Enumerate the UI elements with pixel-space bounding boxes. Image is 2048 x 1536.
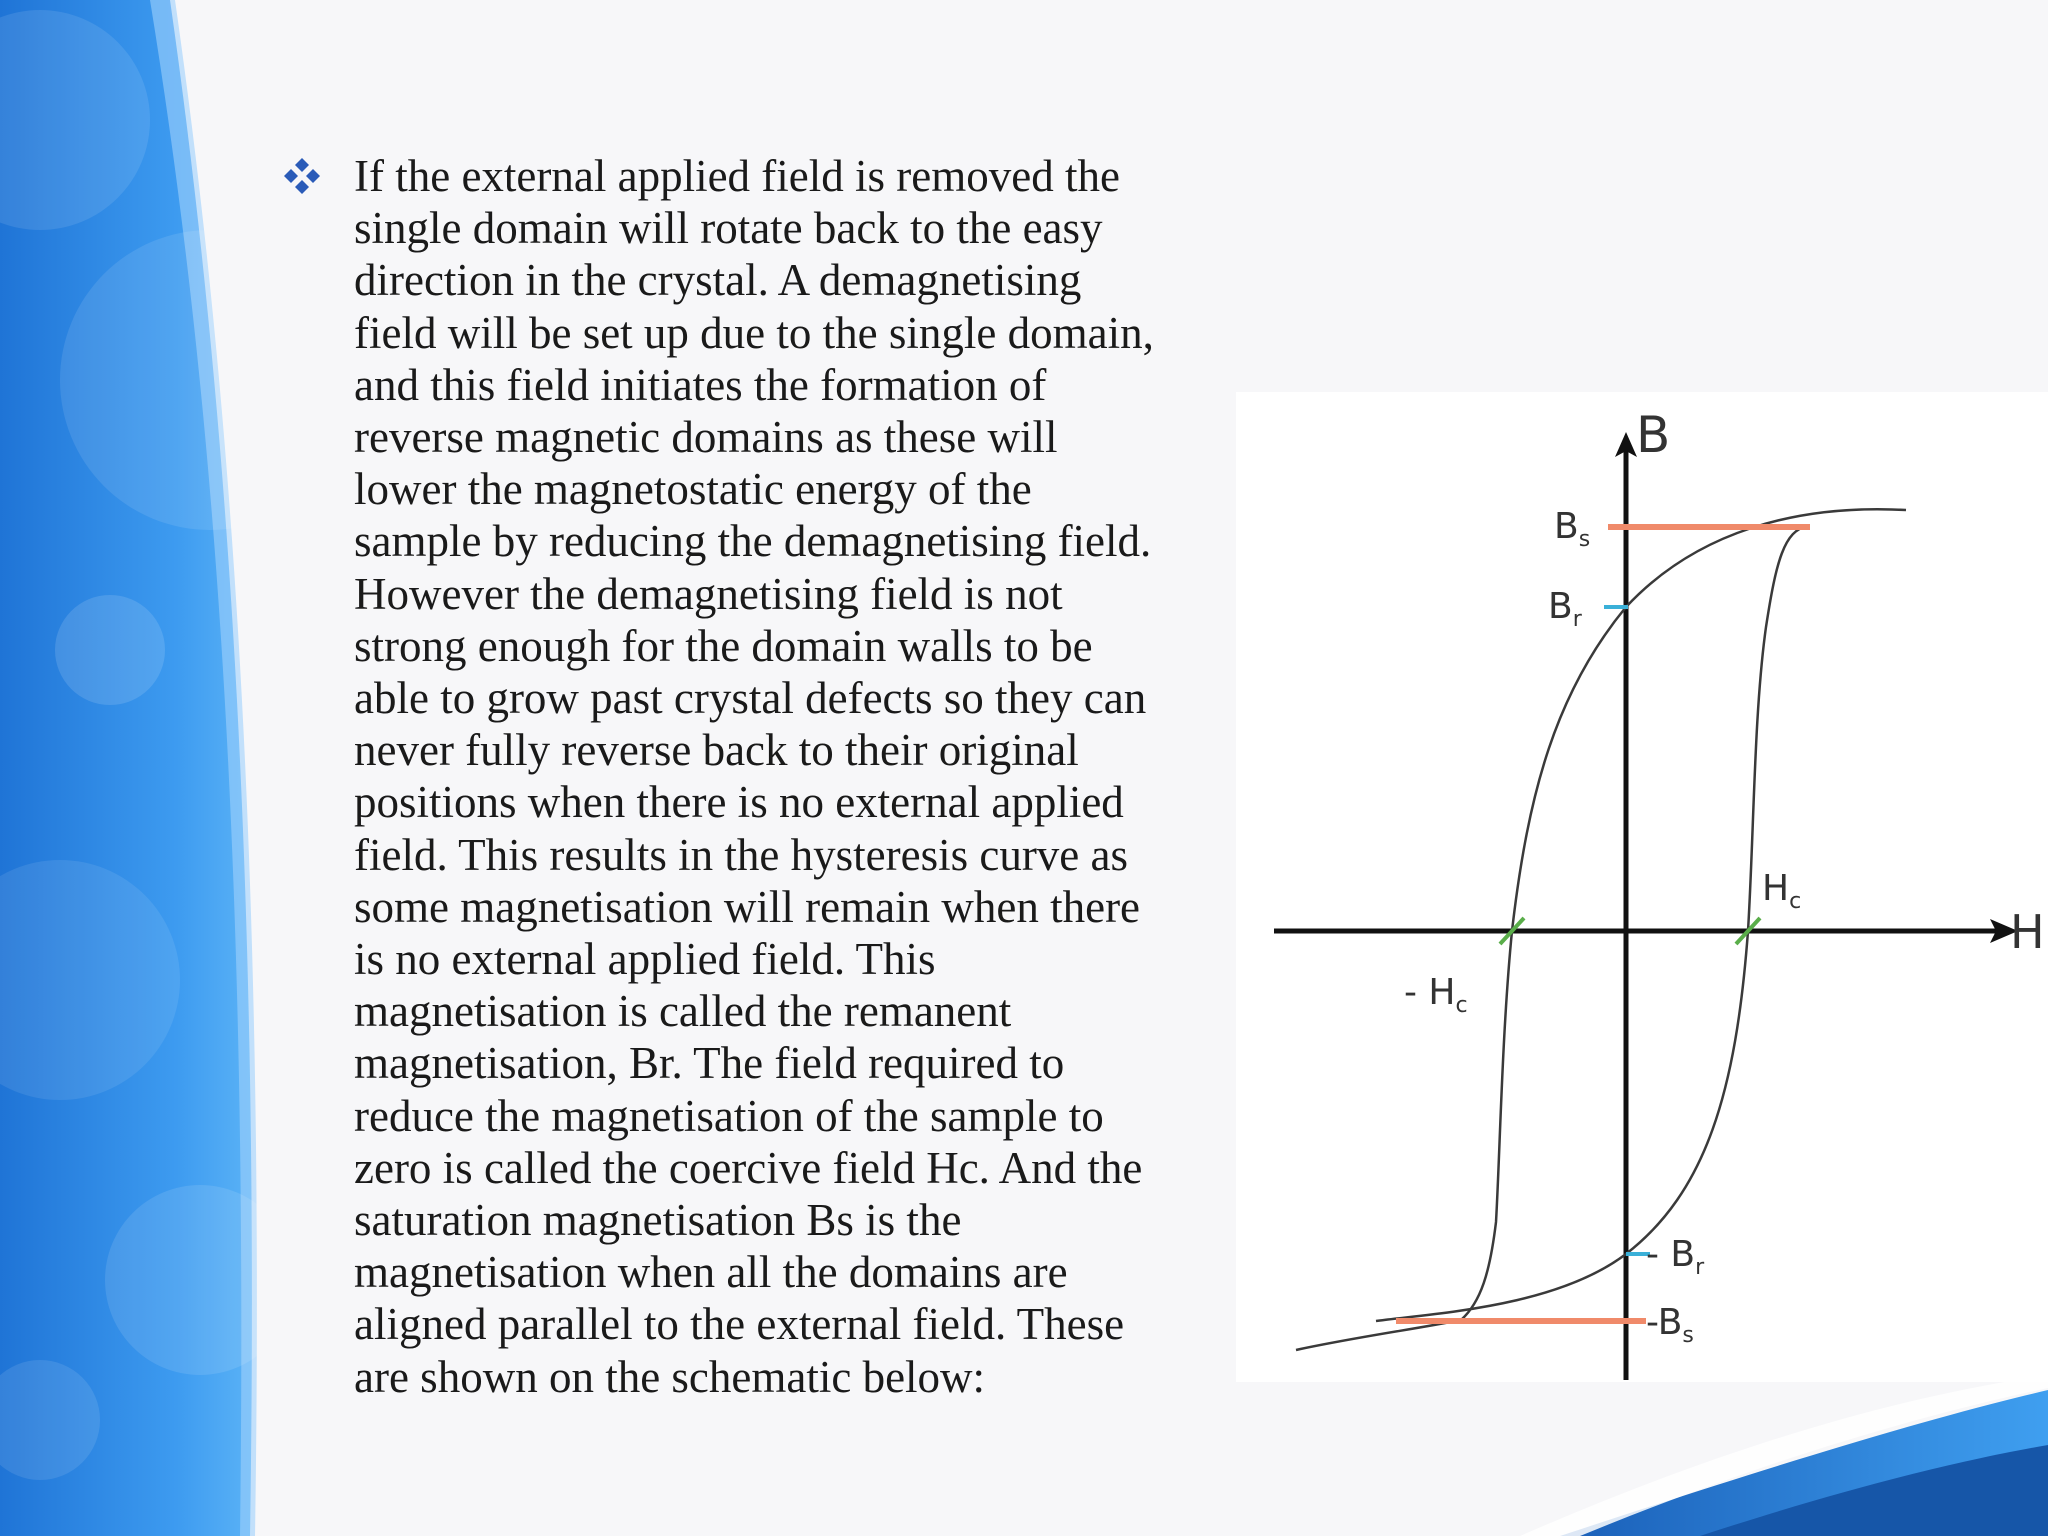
- bubble: [55, 595, 165, 705]
- br-label: $B_r$: [1548, 586, 1582, 632]
- paragraph-line: However the demagnetising field is not: [354, 568, 1063, 619]
- bs-label: $B_s$: [1554, 506, 1591, 552]
- paragraph-line: magnetisation, Br. The field required to: [354, 1038, 1065, 1089]
- paragraph-line: reduce the magnetisation of the sample to: [354, 1090, 1104, 1141]
- paragraph-line: magnetisation when all the domains are: [354, 1247, 1068, 1298]
- b-axis-label: B: [1636, 406, 1671, 464]
- paragraph-line: sample by reducing the demagnetising field.: [354, 516, 1152, 567]
- paragraph-line: positions when there is no external applied: [354, 777, 1124, 828]
- ascending-branch-curve: [1376, 526, 1808, 1321]
- paragraph-line: field will be set up due to the single domain,: [354, 307, 1154, 358]
- paragraph-line: reverse magnetic domains as these will: [354, 412, 1058, 463]
- paragraph-line: and this field initiates the formation of: [354, 359, 1047, 410]
- paragraph-line: saturation magnetisation Bs is the: [354, 1195, 962, 1246]
- paragraph-line: zero is called the coercive field Hc. And the: [354, 1142, 1143, 1193]
- hysteresis-svg: [1236, 392, 2048, 1382]
- hc-label: $H_c$: [1762, 868, 1802, 914]
- paragraph-line: magnetisation is called the remanent: [354, 986, 1012, 1037]
- paragraph-line: never fully reverse back to their original: [354, 725, 1079, 776]
- paragraph-line: strong enough for the domain walls to be: [354, 620, 1093, 671]
- paragraph-line: field. This results in the hysteresis curve as: [354, 829, 1129, 880]
- ascending-branch: [1376, 712, 1506, 1320]
- bubble: [105, 1185, 295, 1375]
- hysteresis-diagram: [1236, 392, 2048, 1382]
- neg-bs-label: $-B_s$: [1646, 1302, 1694, 1348]
- bullet-paragraph: [270, 150, 1230, 1403]
- body-text-block: [270, 150, 1230, 1403]
- paragraph-line: are shown on the schematic below:: [354, 1351, 986, 1402]
- paragraph-line: aligned parallel to the external field. These: [354, 1299, 1125, 1350]
- paragraph-line: direction in the crystal. A demagnetising: [354, 255, 1082, 306]
- paragraph-line: single domain will rotate back to the easy: [354, 203, 1103, 254]
- paragraph-line: If the external applied field is removed the: [354, 151, 1120, 201]
- paragraph-line: is no external applied field. This: [354, 934, 936, 985]
- neg-hc-label: - $H_c$: [1404, 972, 1468, 1018]
- h-axis-label: H: [2010, 905, 2045, 959]
- neg-br-label: - $B_r$: [1646, 1234, 1705, 1280]
- paragraph-line: lower the magnetostatic energy of the: [354, 464, 1032, 515]
- paragraph-line: able to grow past crystal defects so they can: [354, 673, 1147, 724]
- paragraph-line: some magnetisation will remain when there: [354, 881, 1141, 932]
